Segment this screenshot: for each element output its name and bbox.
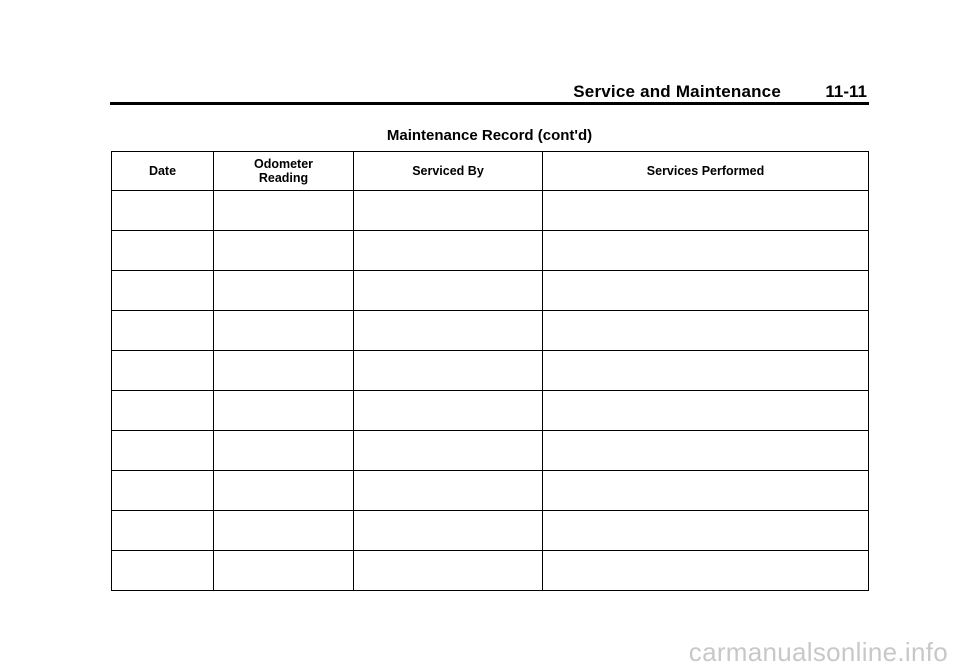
services-performed-cell[interactable] bbox=[543, 551, 869, 591]
serviced-by-cell[interactable] bbox=[354, 231, 543, 271]
page-number: 11-11 bbox=[825, 82, 867, 101]
maintenance-record-table bbox=[111, 151, 869, 591]
table-row bbox=[112, 271, 869, 311]
odometer-cell[interactable] bbox=[214, 391, 354, 431]
page-header bbox=[110, 80, 869, 105]
watermark: carmanualsonline.info bbox=[688, 637, 948, 667]
table-row bbox=[112, 231, 869, 271]
services-performed-cell[interactable] bbox=[543, 511, 869, 551]
odometer-cell[interactable] bbox=[214, 231, 354, 271]
serviced-by-cell[interactable] bbox=[354, 391, 543, 431]
services-performed-cell[interactable] bbox=[543, 311, 869, 351]
date-cell[interactable] bbox=[112, 511, 214, 551]
table-header-row bbox=[112, 152, 869, 191]
date-cell[interactable] bbox=[112, 311, 214, 351]
date-cell[interactable] bbox=[112, 351, 214, 391]
date-cell[interactable] bbox=[112, 391, 214, 431]
table-row bbox=[112, 471, 869, 511]
serviced-by-cell[interactable] bbox=[354, 551, 543, 591]
odometer-header-line2: Reading bbox=[258, 171, 309, 185]
column-header-odometer bbox=[214, 152, 354, 191]
column-header-date: Date bbox=[112, 152, 214, 191]
date-cell[interactable] bbox=[112, 231, 214, 271]
odometer-cell[interactable] bbox=[214, 431, 354, 471]
table-row bbox=[112, 311, 869, 351]
services-performed-cell[interactable] bbox=[543, 391, 869, 431]
column-header-serviced-by: Serviced By bbox=[354, 152, 543, 191]
odometer-cell[interactable] bbox=[214, 191, 354, 231]
serviced-by-cell[interactable] bbox=[354, 511, 543, 551]
date-cell[interactable] bbox=[112, 431, 214, 471]
table-row bbox=[112, 431, 869, 471]
table-row bbox=[112, 511, 869, 551]
date-cell[interactable] bbox=[112, 271, 214, 311]
date-cell[interactable] bbox=[112, 551, 214, 591]
odometer-cell[interactable] bbox=[214, 511, 354, 551]
serviced-by-cell[interactable] bbox=[354, 271, 543, 311]
table-row bbox=[112, 391, 869, 431]
services-performed-cell[interactable] bbox=[543, 191, 869, 231]
odometer-cell[interactable] bbox=[214, 311, 354, 351]
serviced-by-cell[interactable] bbox=[354, 431, 543, 471]
services-performed-cell[interactable] bbox=[543, 231, 869, 271]
services-performed-cell[interactable] bbox=[543, 471, 869, 511]
section-title: Service and Maintenance bbox=[573, 82, 781, 101]
odometer-cell[interactable] bbox=[214, 471, 354, 511]
serviced-by-cell[interactable] bbox=[354, 351, 543, 391]
table-row bbox=[112, 351, 869, 391]
column-header-services-performed: Services Performed bbox=[543, 152, 869, 191]
serviced-by-cell[interactable] bbox=[354, 311, 543, 351]
services-performed-cell[interactable] bbox=[543, 431, 869, 471]
table-row bbox=[112, 551, 869, 591]
serviced-by-cell[interactable] bbox=[354, 191, 543, 231]
record-title: Maintenance Record (cont'd) bbox=[386, 127, 593, 144]
date-cell[interactable] bbox=[112, 191, 214, 231]
serviced-by-cell[interactable] bbox=[354, 471, 543, 511]
table-row bbox=[112, 191, 869, 231]
odometer-cell[interactable] bbox=[214, 551, 354, 591]
services-performed-cell[interactable] bbox=[543, 271, 869, 311]
services-performed-cell[interactable] bbox=[543, 351, 869, 391]
odometer-cell[interactable] bbox=[214, 271, 354, 311]
date-cell[interactable] bbox=[112, 471, 214, 511]
odometer-cell[interactable] bbox=[214, 351, 354, 391]
odometer-header-line1: Odometer bbox=[253, 157, 314, 171]
